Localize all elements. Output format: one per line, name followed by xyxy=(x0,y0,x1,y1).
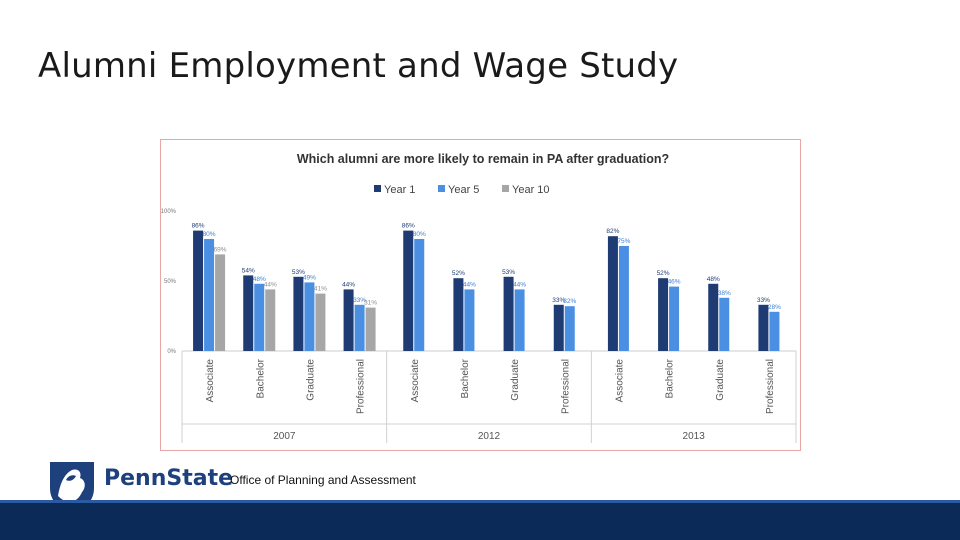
bar xyxy=(658,278,668,351)
group-label: 2007 xyxy=(273,431,296,442)
bar xyxy=(254,284,264,351)
data-label: 33% xyxy=(756,296,770,304)
category-label: Associate xyxy=(409,359,421,403)
data-label: 44% xyxy=(263,281,277,289)
bar xyxy=(215,254,225,351)
bar xyxy=(464,289,474,351)
data-label: 28% xyxy=(767,303,781,311)
bar xyxy=(619,246,629,351)
bar xyxy=(403,231,413,351)
bar xyxy=(193,231,203,351)
office-label: Office of Planning and Assessment xyxy=(230,473,416,487)
category-label: Bachelor xyxy=(459,359,471,399)
data-label: 86% xyxy=(401,222,415,230)
data-label: 48% xyxy=(706,275,720,283)
chart-title: Which alumni are more likely to remain in PA after graduation? xyxy=(296,152,670,166)
bar xyxy=(315,294,325,351)
data-label: 52% xyxy=(451,270,465,278)
bar xyxy=(265,289,275,351)
data-label: 80% xyxy=(202,231,216,238)
data-label: 52% xyxy=(656,270,670,278)
data-label: 33% xyxy=(552,296,566,304)
category-label: Graduate xyxy=(714,359,726,401)
data-label: 44% xyxy=(342,281,356,289)
bar xyxy=(554,305,564,351)
data-label: 44% xyxy=(513,281,527,289)
category-label: Professional xyxy=(355,359,367,415)
data-label: 41% xyxy=(313,285,327,293)
category-label: Associate xyxy=(205,359,217,403)
data-label: 82% xyxy=(606,228,620,236)
bar xyxy=(204,239,214,351)
data-label: 75% xyxy=(617,238,631,245)
brand-wordmark: PennState xyxy=(104,466,234,491)
category-label: Professional xyxy=(764,359,776,415)
category-label: Professional xyxy=(560,359,572,415)
bar xyxy=(243,275,253,351)
category-label: Bachelor xyxy=(255,359,267,399)
bar-chart xyxy=(160,139,800,450)
data-label: 53% xyxy=(502,268,516,276)
data-label: 69% xyxy=(213,246,227,254)
y-tick-label: 100% xyxy=(160,209,176,215)
data-label: 44% xyxy=(462,281,476,289)
category-label: Graduate xyxy=(510,359,522,401)
bar xyxy=(758,305,768,351)
data-label: 86% xyxy=(191,222,205,230)
bar xyxy=(355,305,365,351)
legend-swatch xyxy=(438,185,445,192)
legend-label: Year 10 xyxy=(512,184,550,196)
bar xyxy=(293,277,303,351)
category-label: Associate xyxy=(614,359,626,403)
data-label: 31% xyxy=(364,299,378,307)
slide-title: Alumni Employment and Wage Study xyxy=(38,46,679,86)
bar xyxy=(414,239,424,351)
bar xyxy=(453,278,463,351)
data-label: 54% xyxy=(241,267,255,275)
bar xyxy=(366,308,376,351)
data-label: 32% xyxy=(563,298,577,306)
legend-label: Year 1 xyxy=(384,184,416,196)
data-label: 49% xyxy=(302,274,316,282)
bar xyxy=(608,236,618,351)
data-label: 53% xyxy=(291,268,305,276)
data-label: 46% xyxy=(667,278,681,286)
footer-bar xyxy=(0,503,960,540)
data-label: 38% xyxy=(717,289,731,297)
bar xyxy=(565,306,575,351)
bar xyxy=(304,282,314,351)
bar xyxy=(515,289,525,351)
group-label: 2013 xyxy=(682,431,705,442)
legend-label: Year 5 xyxy=(448,184,480,196)
data-label: 48% xyxy=(252,275,266,283)
bar xyxy=(719,298,729,351)
legend-swatch xyxy=(502,185,509,192)
bar xyxy=(669,287,679,351)
data-label: 33% xyxy=(353,296,367,304)
legend-swatch xyxy=(374,185,381,192)
y-tick-label: 50% xyxy=(163,279,176,285)
bar xyxy=(769,312,779,351)
category-label: Graduate xyxy=(305,359,317,401)
y-tick-label: 0% xyxy=(167,349,176,355)
category-label: Bachelor xyxy=(664,359,676,399)
data-label: 80% xyxy=(412,231,426,238)
group-label: 2012 xyxy=(477,431,501,442)
